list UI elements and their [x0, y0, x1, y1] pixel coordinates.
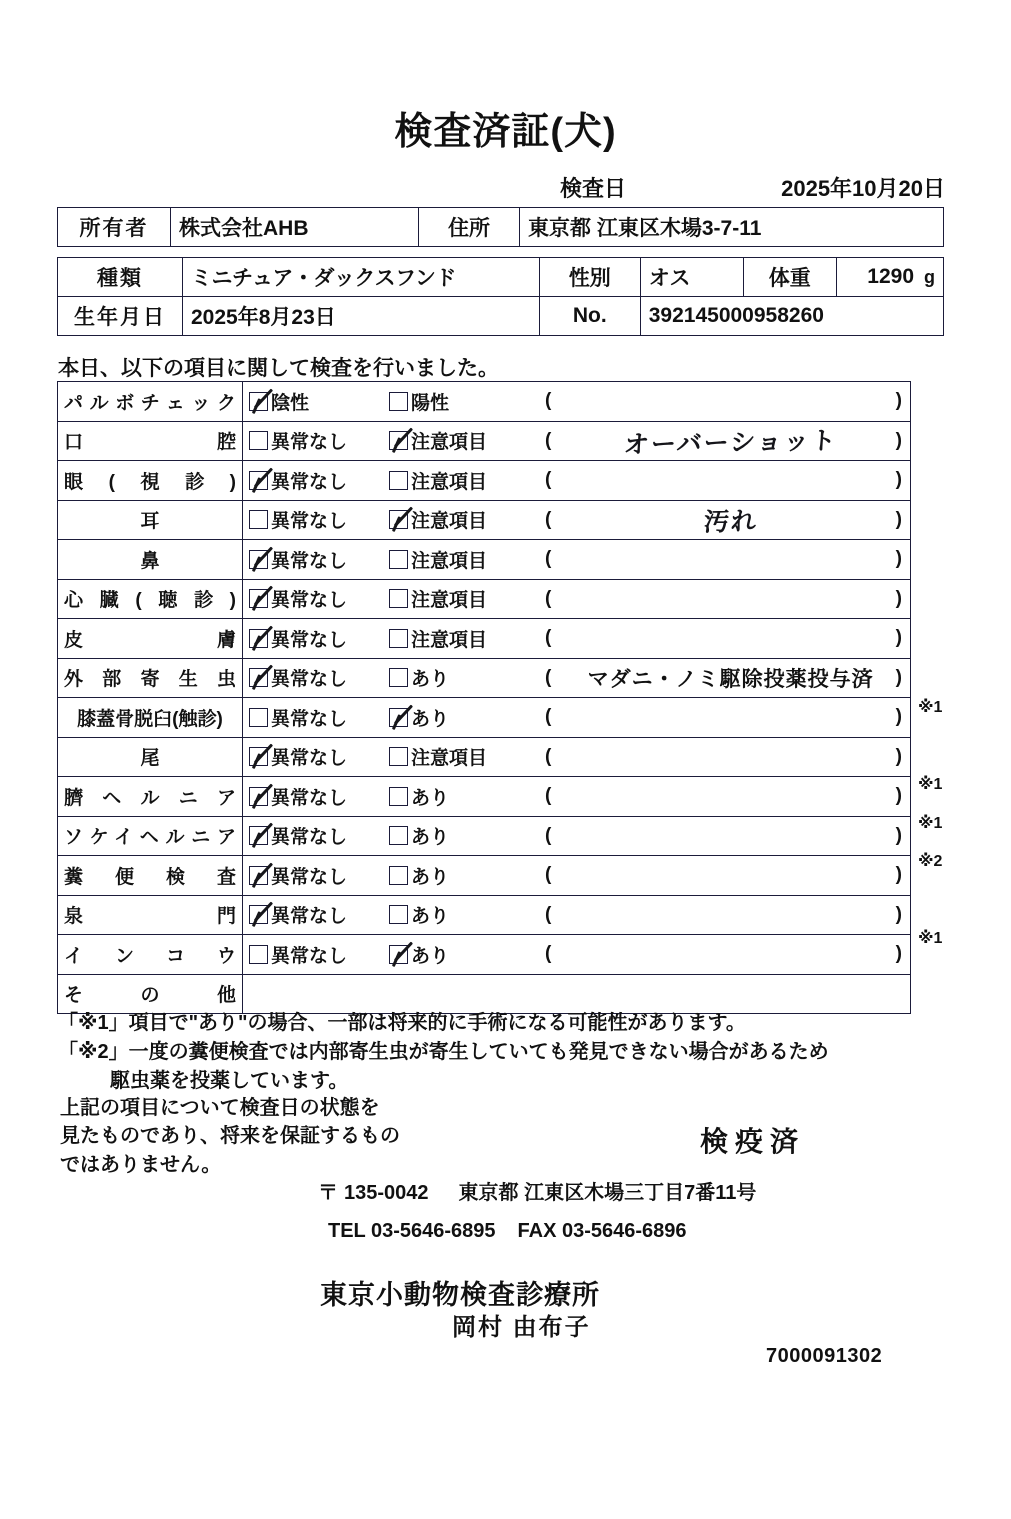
birth-date-value: 2025年8月23日 [183, 297, 540, 336]
close-paren: ) [895, 548, 902, 570]
footnote-1: 「※1」項目で"あり"の場合、一部は将来的に手術になる可能性があります。 [58, 1012, 746, 1034]
open-paren: ( [545, 627, 552, 649]
exam-option-1[interactable] [249, 625, 389, 652]
exam-option-label: 異常なし [271, 590, 348, 612]
weight-value-cell [836, 258, 943, 297]
open-paren: ( [545, 587, 552, 609]
footnote-marker: ※1 [918, 776, 943, 793]
exam-item-options [243, 777, 911, 817]
checkbox-icon[interactable] [389, 550, 408, 569]
checkbox-icon[interactable] [389, 589, 408, 608]
exam-item-options [243, 737, 911, 777]
table-row [58, 619, 911, 659]
checkbox-icon[interactable] [389, 392, 408, 411]
checked-checkbox-icon[interactable] [249, 747, 268, 766]
checked-checkbox-icon[interactable] [249, 787, 268, 806]
exam-option-2[interactable] [389, 467, 541, 494]
exam-option-label: 異常なし [271, 432, 348, 454]
exam-option-2[interactable] [389, 822, 541, 849]
checkbox-icon[interactable] [249, 708, 268, 727]
exam-item-options [243, 974, 911, 1014]
open-paren: ( [545, 903, 552, 925]
exam-item-label: ソケイヘルニア [58, 816, 243, 856]
exam-note-area[interactable] [551, 896, 910, 935]
checked-checkbox-icon[interactable] [249, 392, 268, 411]
owner-table [57, 207, 944, 247]
exam-option-label: 異常なし [271, 471, 348, 493]
exam-note-area[interactable] [551, 501, 910, 540]
footnote-marker: ※1 [918, 930, 943, 947]
table-row [58, 297, 944, 336]
exam-note-area[interactable] [551, 817, 910, 856]
birth-date-label: 生年月日 [58, 297, 183, 336]
exam-item-label: 膝蓋骨脱臼(触診) [58, 698, 243, 738]
open-paren: ( [545, 390, 552, 412]
exam-option-label: 陽性 [411, 392, 450, 414]
checked-checkbox-icon[interactable] [389, 708, 408, 727]
exam-item-label: 臍ヘルニア [58, 777, 243, 817]
open-paren: ( [545, 469, 552, 491]
open-paren: ( [545, 508, 552, 530]
exam-item-options [243, 895, 911, 935]
exam-option-label: 異常なし [271, 748, 348, 770]
exam-option-2[interactable] [389, 427, 541, 454]
exam-note-area[interactable] [551, 619, 910, 658]
footnote-marker [915, 381, 995, 420]
footnote-marker [915, 574, 995, 613]
checkbox-icon[interactable] [249, 431, 268, 450]
exam-item-label: 心臓(聴診) [58, 579, 243, 619]
table-row [58, 500, 911, 540]
checkbox-icon[interactable] [389, 787, 408, 806]
animal-info-table [57, 257, 944, 336]
open-paren: ( [545, 943, 552, 965]
exam-option-2[interactable] [389, 941, 541, 968]
close-paren: ) [895, 429, 902, 451]
inspection-date-label: 検査日 [560, 176, 627, 201]
close-paren: ) [895, 785, 902, 807]
checked-checkbox-icon[interactable] [249, 471, 268, 490]
exam-option-label: 注意項目 [411, 629, 488, 651]
open-paren: ( [545, 864, 552, 886]
exam-item-label: 尾 [58, 737, 243, 777]
exam-option-label: 異常なし [271, 866, 348, 888]
exam-option-2[interactable] [389, 388, 541, 415]
exam-item-label: 眼(視診) [58, 461, 243, 501]
exam-option-label: 異常なし [271, 945, 348, 967]
checked-checkbox-icon[interactable] [249, 866, 268, 885]
table-row [58, 540, 911, 580]
open-paren: ( [545, 666, 552, 688]
exam-note-area[interactable] [551, 777, 910, 816]
page-title: 検査済証(犬) [394, 111, 617, 153]
exam-option-1[interactable] [249, 585, 389, 612]
table-row [58, 856, 911, 896]
inspection-date-row [560, 172, 945, 203]
exam-note-area[interactable] [551, 698, 910, 737]
clinic-address-line [318, 1176, 756, 1205]
address-value: 東京都 江東区木場3-7-11 [520, 208, 944, 247]
footnote-marker: ※1 [918, 814, 943, 832]
close-paren: ) [895, 508, 902, 530]
exam-option-2[interactable] [389, 783, 541, 810]
postal-mark-icon: 〒 [318, 1182, 338, 1204]
address-label: 住所 [419, 208, 520, 247]
exam-item-label: 糞便検査 [58, 856, 243, 896]
checkbox-icon[interactable] [249, 945, 268, 964]
exam-note-area[interactable] [551, 659, 910, 698]
footnote-marker: ※2 [918, 853, 943, 870]
footnote-marker [915, 612, 995, 651]
exam-option-label: 注意項目 [411, 471, 488, 493]
table-row [58, 737, 911, 777]
exam-option-1[interactable] [249, 901, 389, 928]
breed-value: ミニチュア・ダックスフンド [183, 258, 540, 297]
exam-item-label: 耳 [58, 500, 243, 540]
exam-note-area[interactable] [551, 935, 910, 974]
inspection-date-value: 2025年10月20日 [781, 176, 945, 201]
exam-option-label: 異常なし [271, 669, 348, 691]
footnote-marker [915, 882, 995, 921]
close-paren: ) [895, 666, 902, 688]
checked-checkbox-icon[interactable] [249, 668, 268, 687]
close-paren: ) [895, 903, 902, 925]
exam-option-label: あり [411, 945, 450, 967]
table-row [58, 974, 911, 1014]
footnote-marker [915, 959, 995, 998]
exam-item-options [243, 382, 911, 422]
exam-option-1[interactable] [249, 427, 389, 454]
clinic-name: 東京小動物検査診療所 [320, 1280, 600, 1310]
close-paren: ) [895, 943, 902, 965]
footnotes [58, 1009, 829, 1096]
checkbox-icon[interactable] [389, 747, 408, 766]
exam-option-label: 注意項目 [411, 748, 488, 770]
exam-option-label: 異常なし [271, 511, 348, 533]
breed-label: 種類 [58, 258, 183, 297]
footnote-2-line1: 「※2」一度の糞便検査では内部寄生虫が寄生していても発見できない場合があるため [58, 1041, 829, 1063]
sex-value: オス [640, 258, 743, 297]
exam-item-options [243, 935, 911, 975]
exam-item-options [243, 540, 911, 580]
exam-option-label: あり [411, 708, 450, 730]
checkbox-icon[interactable] [389, 866, 408, 885]
exam-note-area[interactable] [551, 382, 910, 421]
exam-item-label: 鼻 [58, 540, 243, 580]
exam-option-label: 注意項目 [411, 590, 488, 612]
close-paren: ) [895, 627, 902, 649]
owner-label: 所有者 [58, 208, 171, 247]
owner-name-value: 株式会社AHB [171, 208, 419, 247]
checked-checkbox-icon[interactable] [249, 905, 268, 924]
footnote-marker [915, 458, 995, 497]
exam-option-1[interactable] [249, 546, 389, 573]
checkbox-icon[interactable] [389, 471, 408, 490]
open-paren: ( [545, 706, 552, 728]
exam-option-2[interactable] [389, 585, 541, 612]
exam-item-options [243, 856, 911, 896]
microchip-value: 392145000958260 [640, 297, 943, 336]
exam-option-label: 異常なし [271, 708, 348, 730]
checked-checkbox-icon[interactable] [249, 589, 268, 608]
document-number: 7000091302 [766, 1345, 883, 1367]
table-row [58, 698, 911, 738]
checkbox-icon[interactable] [249, 510, 268, 529]
exam-item-label: インコウ [58, 935, 243, 975]
footnote-marker [915, 535, 995, 574]
exam-option-1[interactable] [249, 783, 389, 810]
exam-option-1[interactable] [249, 862, 389, 889]
close-paren: ) [895, 706, 902, 728]
exam-option-2[interactable] [389, 743, 541, 770]
exam-option-1[interactable] [249, 388, 389, 415]
quarantine-stamp: 検疫済 [700, 1126, 806, 1157]
open-paren: ( [545, 824, 552, 846]
exam-option-1[interactable] [249, 704, 389, 731]
exam-option-1[interactable] [249, 467, 389, 494]
checkbox-icon[interactable] [389, 826, 408, 845]
table-row [58, 816, 911, 856]
exam-note-area[interactable] [551, 461, 910, 500]
checked-checkbox-icon[interactable] [249, 629, 268, 648]
close-paren: ) [895, 469, 902, 491]
exam-item-options [243, 619, 911, 659]
table-row [58, 658, 911, 698]
examination-table [57, 381, 911, 1014]
checked-checkbox-icon[interactable] [389, 510, 408, 529]
disclaimer [60, 1094, 400, 1179]
veterinarian-name: 岡村 由布子 [452, 1314, 591, 1341]
table-row [58, 461, 911, 501]
exam-option-label: 陰性 [271, 392, 310, 414]
exam-item-options [243, 579, 911, 619]
exam-option-label: あり [411, 866, 450, 888]
footnote-marker: ※1 [918, 699, 943, 716]
clinic-zip: 135-0042 [344, 1182, 429, 1204]
table-row [58, 777, 911, 817]
disclaimer-line-2: 見たものであり、将来を保証するもの [60, 1125, 400, 1148]
exam-option-label: 注意項目 [411, 511, 488, 533]
checkbox-icon[interactable] [389, 668, 408, 687]
open-paren: ( [545, 745, 552, 767]
footnote-marker [915, 728, 995, 767]
exam-option-2[interactable] [389, 901, 541, 928]
table-row [58, 421, 911, 461]
table-row [58, 579, 911, 619]
exam-option-2[interactable] [389, 664, 541, 691]
clinic-address: 東京都 江東区木場三丁目7番11号 [458, 1182, 757, 1204]
exam-note-area[interactable] [551, 540, 910, 579]
exam-option-2[interactable] [389, 862, 541, 889]
open-paren: ( [545, 429, 552, 451]
exam-option-2[interactable] [389, 546, 541, 573]
weight-label: 体重 [743, 258, 836, 297]
footnote-marker [915, 420, 995, 459]
footnote-marker [915, 651, 995, 690]
handwritten-note: 汚れ [702, 506, 759, 537]
exam-item-label: 泉門 [58, 895, 243, 935]
exam-option-label: 異常なし [271, 827, 348, 849]
exam-option-2[interactable] [389, 704, 541, 731]
exam-note-area[interactable] [551, 422, 910, 461]
exam-item-options [243, 461, 911, 501]
open-paren: ( [545, 785, 552, 807]
exam-option-label: 異常なし [271, 550, 348, 572]
exam-item-options [243, 698, 911, 738]
exam-option-1[interactable] [249, 743, 389, 770]
clinic-contact-line [328, 1220, 687, 1243]
checked-checkbox-icon[interactable] [389, 431, 408, 450]
table-row [58, 258, 944, 297]
exam-option-label: 異常なし [271, 906, 348, 928]
exam-item-label: 口腔 [58, 421, 243, 461]
clinic-fax: FAX 03-5646-6896 [517, 1220, 687, 1242]
exam-option-label: あり [411, 906, 450, 928]
exam-option-label: 異常なし [271, 787, 348, 809]
exam-option-1[interactable] [249, 941, 389, 968]
exam-item-options [243, 421, 911, 461]
exam-option-label: あり [411, 669, 450, 691]
sex-label: 性別 [539, 258, 640, 297]
footnote-marker-column [915, 381, 995, 997]
exam-option-label: あり [411, 787, 450, 809]
checkbox-icon[interactable] [389, 905, 408, 924]
exam-item-options [243, 816, 911, 856]
exam-item-options [243, 658, 911, 698]
printed-note: マダニ・ノミ駆除投薬投与済 [587, 667, 874, 691]
table-row [58, 935, 911, 975]
close-paren: ) [895, 390, 902, 412]
exam-option-label: 異常なし [271, 629, 348, 651]
checked-checkbox-icon[interactable] [389, 945, 408, 964]
exam-note-area[interactable] [551, 580, 910, 619]
table-row [58, 208, 944, 247]
exam-option-2[interactable] [389, 625, 541, 652]
weight-unit: g [924, 267, 935, 287]
exam-item-label: 外部寄生虫 [58, 658, 243, 698]
clinic-tel: TEL 03-5646-6895 [328, 1220, 496, 1242]
checked-checkbox-icon[interactable] [249, 550, 268, 569]
exam-option-label: 注意項目 [411, 432, 488, 454]
microchip-label: No. [539, 297, 640, 336]
exam-item-label: その他 [58, 974, 243, 1014]
open-paren: ( [545, 548, 552, 570]
table-row [58, 895, 911, 935]
exam-option-label: 注意項目 [411, 550, 488, 572]
footnote-2 [58, 1038, 829, 1096]
exam-note-area[interactable] [551, 738, 910, 777]
handwritten-note: オーバーショット [622, 425, 839, 460]
close-paren: ) [895, 824, 902, 846]
close-paren: ) [895, 745, 902, 767]
exam-option-1[interactable] [249, 506, 389, 533]
close-paren: ) [895, 587, 902, 609]
exam-item-label: パルボチェック [58, 382, 243, 422]
exam-option-1[interactable] [249, 822, 389, 849]
exam-note-area[interactable] [551, 856, 910, 895]
weight-value: 1290 [867, 265, 914, 288]
exam-option-label: あり [411, 827, 450, 849]
checked-checkbox-icon[interactable] [249, 826, 268, 845]
footnote-2-line2: 駆虫薬を投薬しています。 [110, 1070, 349, 1092]
checkbox-icon[interactable] [389, 629, 408, 648]
exam-item-options [243, 500, 911, 540]
exam-option-1[interactable] [249, 664, 389, 691]
exam-item-label: 皮膚 [58, 619, 243, 659]
close-paren: ) [895, 864, 902, 886]
table-row [58, 382, 911, 422]
footnote-marker [915, 497, 995, 536]
lead-text: 本日、以下の項目に関して検査を行いました。 [58, 357, 499, 380]
disclaimer-line-1: 上記の項目について検査日の状態を [60, 1097, 380, 1119]
exam-option-2[interactable] [389, 506, 541, 533]
disclaimer-line-3: ではありません。 [60, 1153, 222, 1176]
